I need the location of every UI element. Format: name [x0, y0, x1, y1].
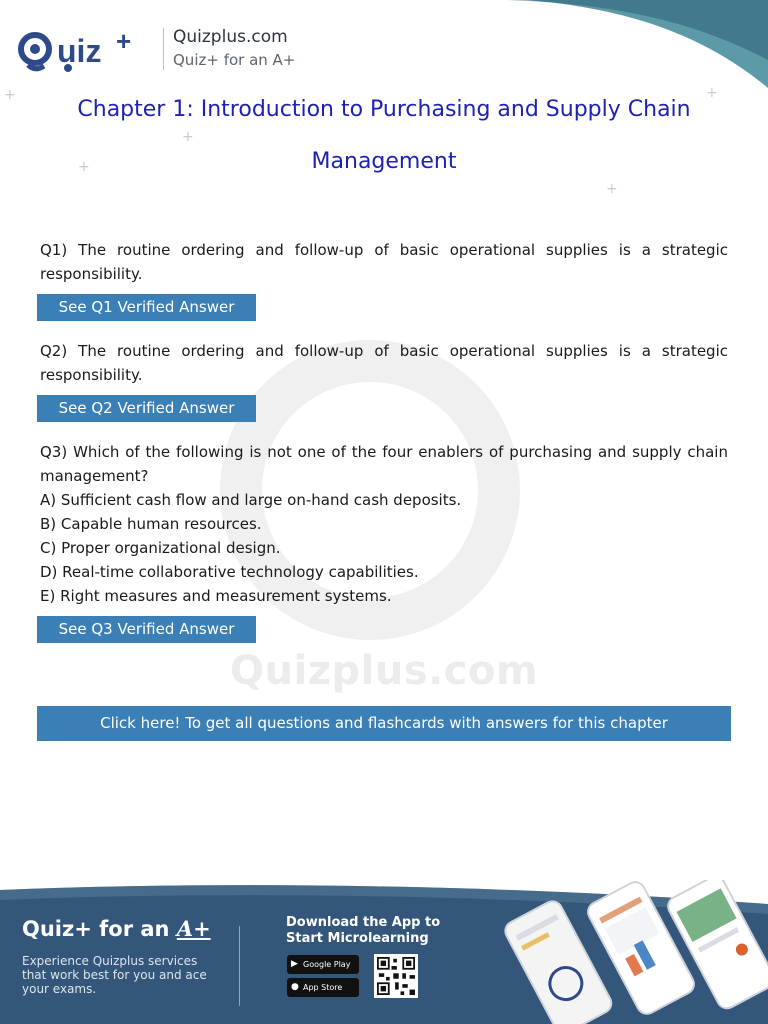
- footer-app-title: Download the App to Start Microlearning: [286, 915, 441, 946]
- question-list: [40, 238, 728, 661]
- sparkle-icon: +: [706, 85, 718, 101]
- svg-text:uiz: uiz: [57, 33, 102, 69]
- logo-divider: [163, 28, 164, 70]
- google-play-icon: ▶: [291, 959, 298, 969]
- sparkle-icon: +: [78, 159, 90, 175]
- footer-brand: [22, 916, 211, 941]
- question-text: Q2) The routine ordering and follow-up of basic operational supplies is a strategic responsibility.: [40, 342, 728, 384]
- corner-swoosh: [468, 0, 768, 90]
- sparkle-icon: +: [182, 129, 194, 145]
- footer-description: Experience Quizplus services that work best for you and ace your exams.: [22, 954, 207, 996]
- svg-text:+: +: [116, 26, 132, 56]
- app-store-badge[interactable]: [287, 978, 359, 997]
- app-store-label: App Store: [303, 983, 343, 992]
- footer-brand-grade: A+: [176, 916, 211, 941]
- app-phone-mockups: [500, 880, 768, 1024]
- question-1: [40, 238, 728, 321]
- sparkle-icon: +: [606, 181, 618, 197]
- footer-divider: [239, 926, 240, 1006]
- site-tagline: Quiz+ for an A+: [173, 51, 296, 69]
- quiz-plus-logo-icon[interactable]: [16, 26, 156, 76]
- chapter-title-line-1: Chapter 1: Introduction to Purchasing and Supply Chain: [77, 97, 691, 122]
- apple-icon: ●: [291, 982, 299, 992]
- question-2: [40, 339, 728, 422]
- qr-code-icon[interactable]: [374, 954, 418, 998]
- get-all-questions-button[interactable]: Click here! To get all questions and flashcards with answers for this chapter: [37, 706, 731, 741]
- see-q1-answer-button[interactable]: See Q1 Verified Answer: [37, 294, 256, 321]
- question-3: [40, 440, 728, 643]
- chapter-title: [40, 84, 728, 188]
- sparkle-icon: +: [4, 87, 16, 103]
- google-play-label: Google Play: [303, 960, 351, 969]
- app-promo-footer: [0, 880, 768, 1024]
- answer-option-c: C) Proper organizational design.: [40, 539, 281, 557]
- chapter-title-line-2: Management: [311, 149, 457, 174]
- answer-option-b: B) Capable human resources.: [40, 515, 262, 533]
- answer-option-e: E) Right measures and measurement systems.: [40, 587, 392, 605]
- question-text: Q1) The routine ordering and follow-up of basic operational supplies is a strategic responsibility.: [40, 241, 728, 283]
- footer-brand-prefix: Quiz+ for an: [22, 917, 177, 941]
- see-q3-answer-button[interactable]: See Q3 Verified Answer: [37, 616, 256, 643]
- site-name[interactable]: Quizplus.com: [173, 27, 288, 47]
- see-q2-answer-button[interactable]: See Q2 Verified Answer: [37, 395, 256, 422]
- question-text: Q3) Which of the following is not one of the four enablers of purchasing and supply chain management?: [40, 443, 728, 485]
- answer-option-a: A) Sufficient cash flow and large on-hand cash deposits.: [40, 491, 462, 509]
- google-play-badge[interactable]: [287, 955, 359, 974]
- answer-option-d: D) Real-time collaborative technology capabilities.: [40, 563, 419, 581]
- watermark-text: Quizplus.com: [230, 648, 539, 694]
